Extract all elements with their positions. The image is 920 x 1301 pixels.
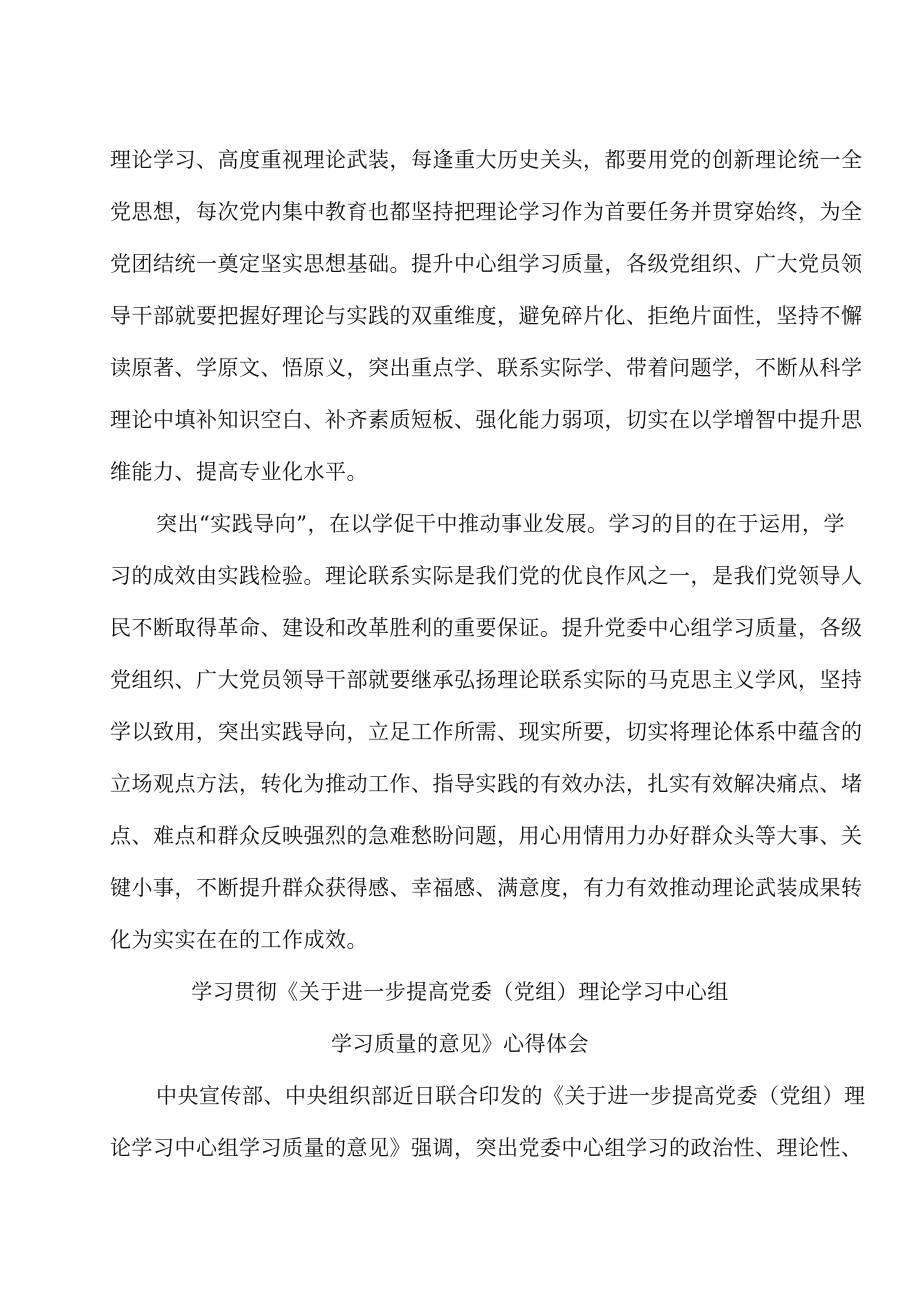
paragraph-2-line-5: 学以致用，突出实践导向，立足工作所需、现实所要，切实将理论体系中蕴含的 xyxy=(110,720,863,744)
paragraph-2-line-3: 民不断取得革命、建设和改革胜利的重要保证。提升党委中心组学习质量，各级 xyxy=(110,616,863,640)
paragraph-2-line-9: 化为实实在在的工作成效。 xyxy=(110,928,368,952)
heading-line-1: 学习贯彻《关于进一步提高党委（党组）理论学习中心组 xyxy=(191,980,729,1004)
paragraph-1-line-3: 党团结统一奠定坚实思想基础。提升中心组学习质量，各级党组织、广大党员领 xyxy=(110,252,863,276)
paragraph-2-line-2: 习的成效由实践检验。理论联系实际是我们党的优良作风之一，是我们党领导人 xyxy=(110,564,863,588)
paragraph-3-line-2: 论学习中心组学习质量的意见》强调，突出党委中心组学习的政治性、理论性、 xyxy=(110,1136,863,1160)
paragraph-1-line-2: 党思想，每次党内集中教育也都坚持把理论学习作为首要任务并贯穿始终，为全 xyxy=(110,200,863,224)
paragraph-2-line-1: 突出“实践导向”，在以学促干中推动事业发展。学习的目的在于运用，学 xyxy=(156,512,845,536)
paragraph-3-line-1: 中央宣传部、中央组织部近日联合印发的《关于进一步提高党委（党组）理 xyxy=(156,1084,866,1108)
paragraph-1-line-7: 维能力、提高专业化水平。 xyxy=(110,460,368,484)
paragraph-1-line-6: 理论中填补知识空白、补齐素质短板、强化能力弱项，切实在以学增智中提升思 xyxy=(110,408,863,432)
paragraph-2-line-4: 党组织、广大党员领导干部就要继承弘扬理论联系实际的马克思主义学风，坚持 xyxy=(110,668,863,692)
heading-line-2: 学习质量的意见》心得体会 xyxy=(331,1032,589,1056)
paragraph-1-line-4: 导干部就要把握好理论与实践的双重维度，避免碎片化、拒绝片面性，坚持不懈 xyxy=(110,304,863,328)
paragraph-2-line-7: 点、难点和群众反映强烈的急难愁盼问题，用心用情用力办好群众头等大事、关 xyxy=(110,824,863,848)
paragraph-2-line-6: 立场观点方法，转化为推动工作、指导实践的有效办法，扎实有效解决痛点、堵 xyxy=(110,772,863,796)
paragraph-1-line-1: 理论学习、高度重视理论武装，每逢重大历史关头，都要用党的创新理论统一全 xyxy=(110,148,863,172)
paragraph-1-line-5: 读原著、学原文、悟原义，突出重点学、联系实际学、带着问题学，不断从科学 xyxy=(110,356,863,380)
paragraph-2-line-8: 键小事，不断提升群众获得感、幸福感、满意度，有力有效推动理论武装成果转 xyxy=(110,876,863,900)
